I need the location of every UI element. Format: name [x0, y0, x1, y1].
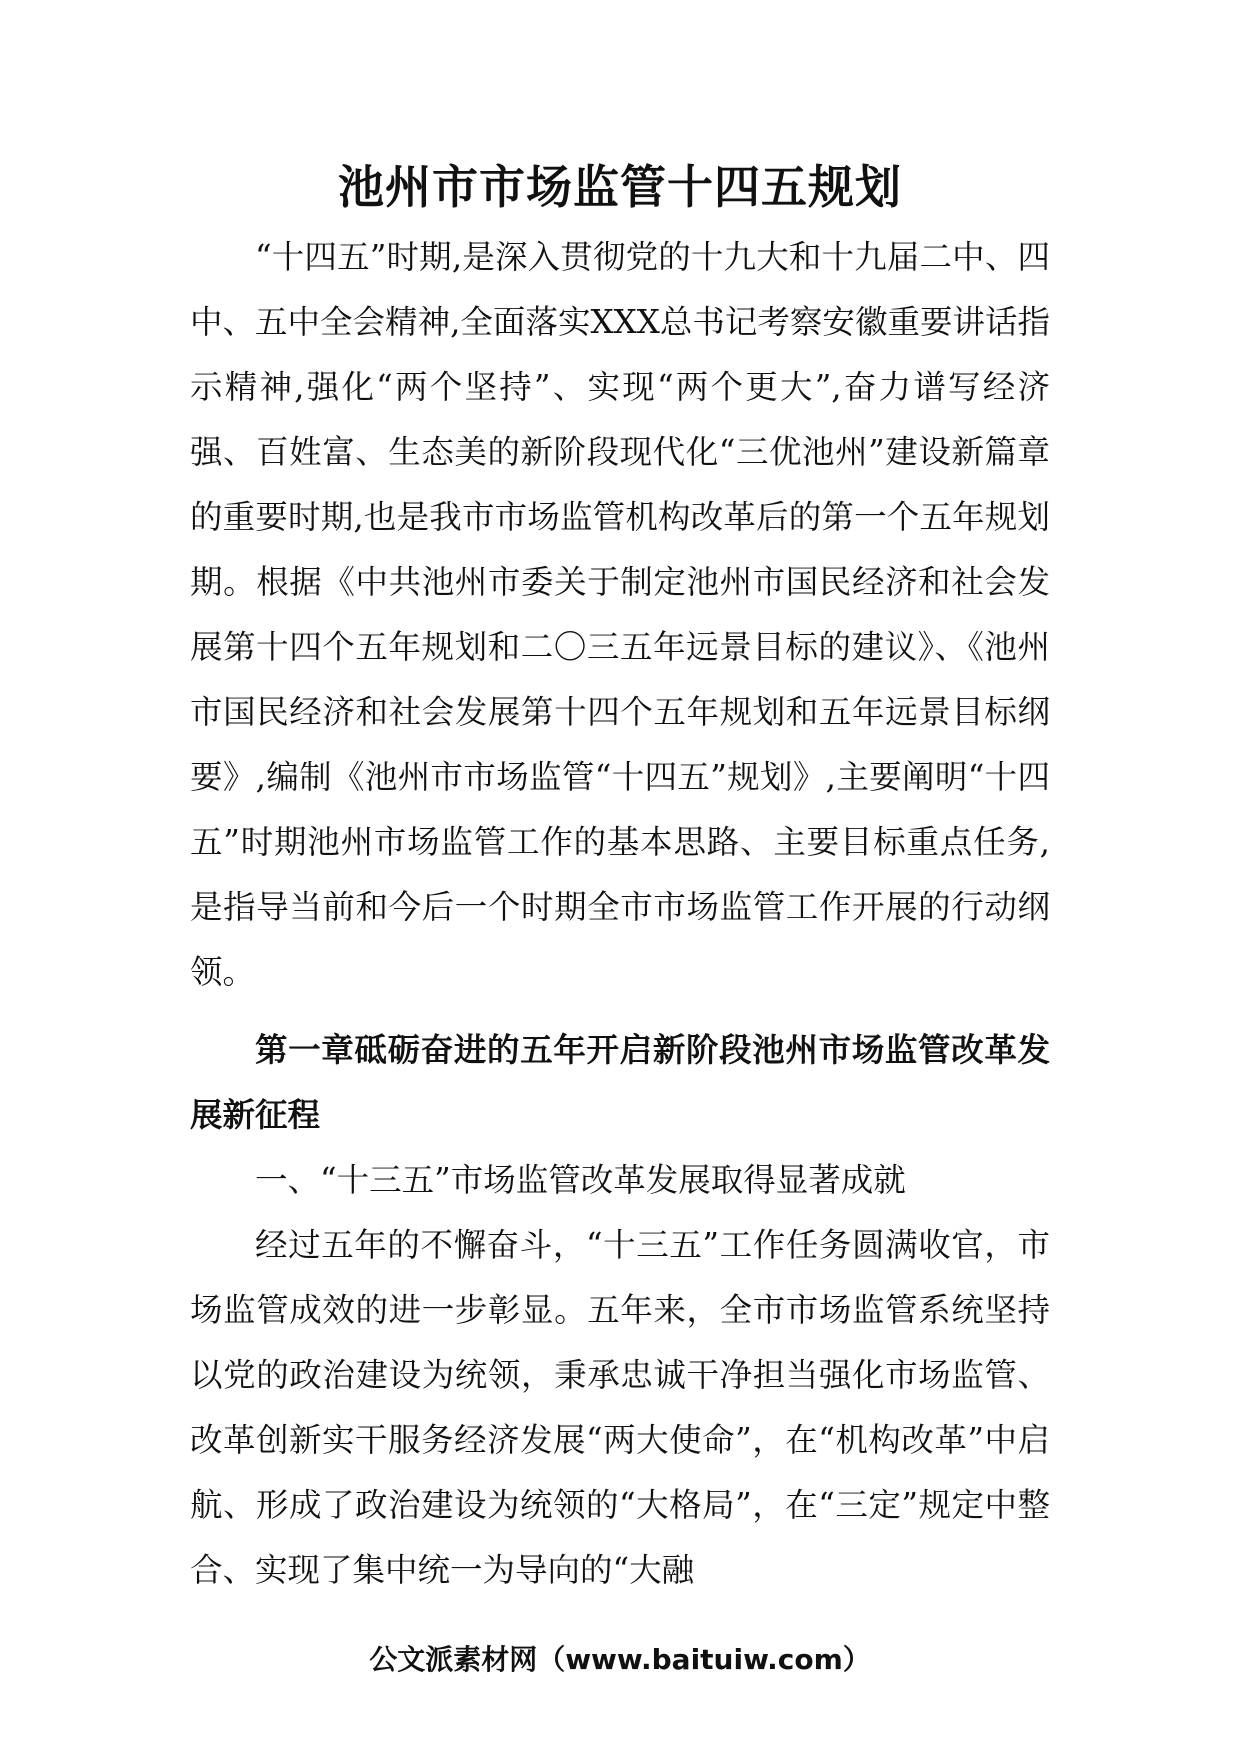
intro-paragraph: “十四五”时期,是深入贯彻党的十九大和十九届二中、四中、五中全会精神,全面落实XXX总书记考察安徽重要讲话指示精神,强化“两个坚持”、实现“两个更大”,奋力谱写经济强、百姓富、生态美的新阶段现代化“三优池州”建设新篇章的重要时期,也是我市市场监管机构改革后的第一个五年规划期。根据《中共池州市委关于制定池州市国民经济和社会发展第十四个五年规划和二〇三五年远景目标的建议》、《池州市国民经济和社会发展第十四个五年规划和五年远景目标纲要》,编制《池州市市场监管“十四五”规划》,主要阐明“十四五”时期池州市场监管工作的基本思路、主要目标重点任务,是指导当前和今后一个时期全市市场监管工作开展的行动纲领。: [190, 238, 1050, 991]
body-paragraph: 经过五年的不懈奋斗，“十三五”工作任务圆满收官，市场监管成效的进一步彰显。五年来，全市市场监管系统坚持以党的政治建设为统领，秉承忠诚干净担当强化市场监管、改革创新实干服务经济发展“两大使命”，在“机构改革”中启航、形成了政治建设为统领的“大格局”，在“三定”规定中整合、实现了集中统一为导向的“大融: [190, 1226, 1050, 1589]
footer-watermark: 公文派素材网（www.baituiw.com）: [369, 1643, 871, 1676]
chapter-heading: 第一章砥砺奋进的五年开启新阶段池州市场监管改革发展新征程: [190, 1031, 1050, 1134]
document-title: 池州市市场监管十四五规划: [338, 160, 902, 214]
section-heading: 一、“十三五”市场监管改革发展取得显著成就: [255, 1161, 906, 1199]
